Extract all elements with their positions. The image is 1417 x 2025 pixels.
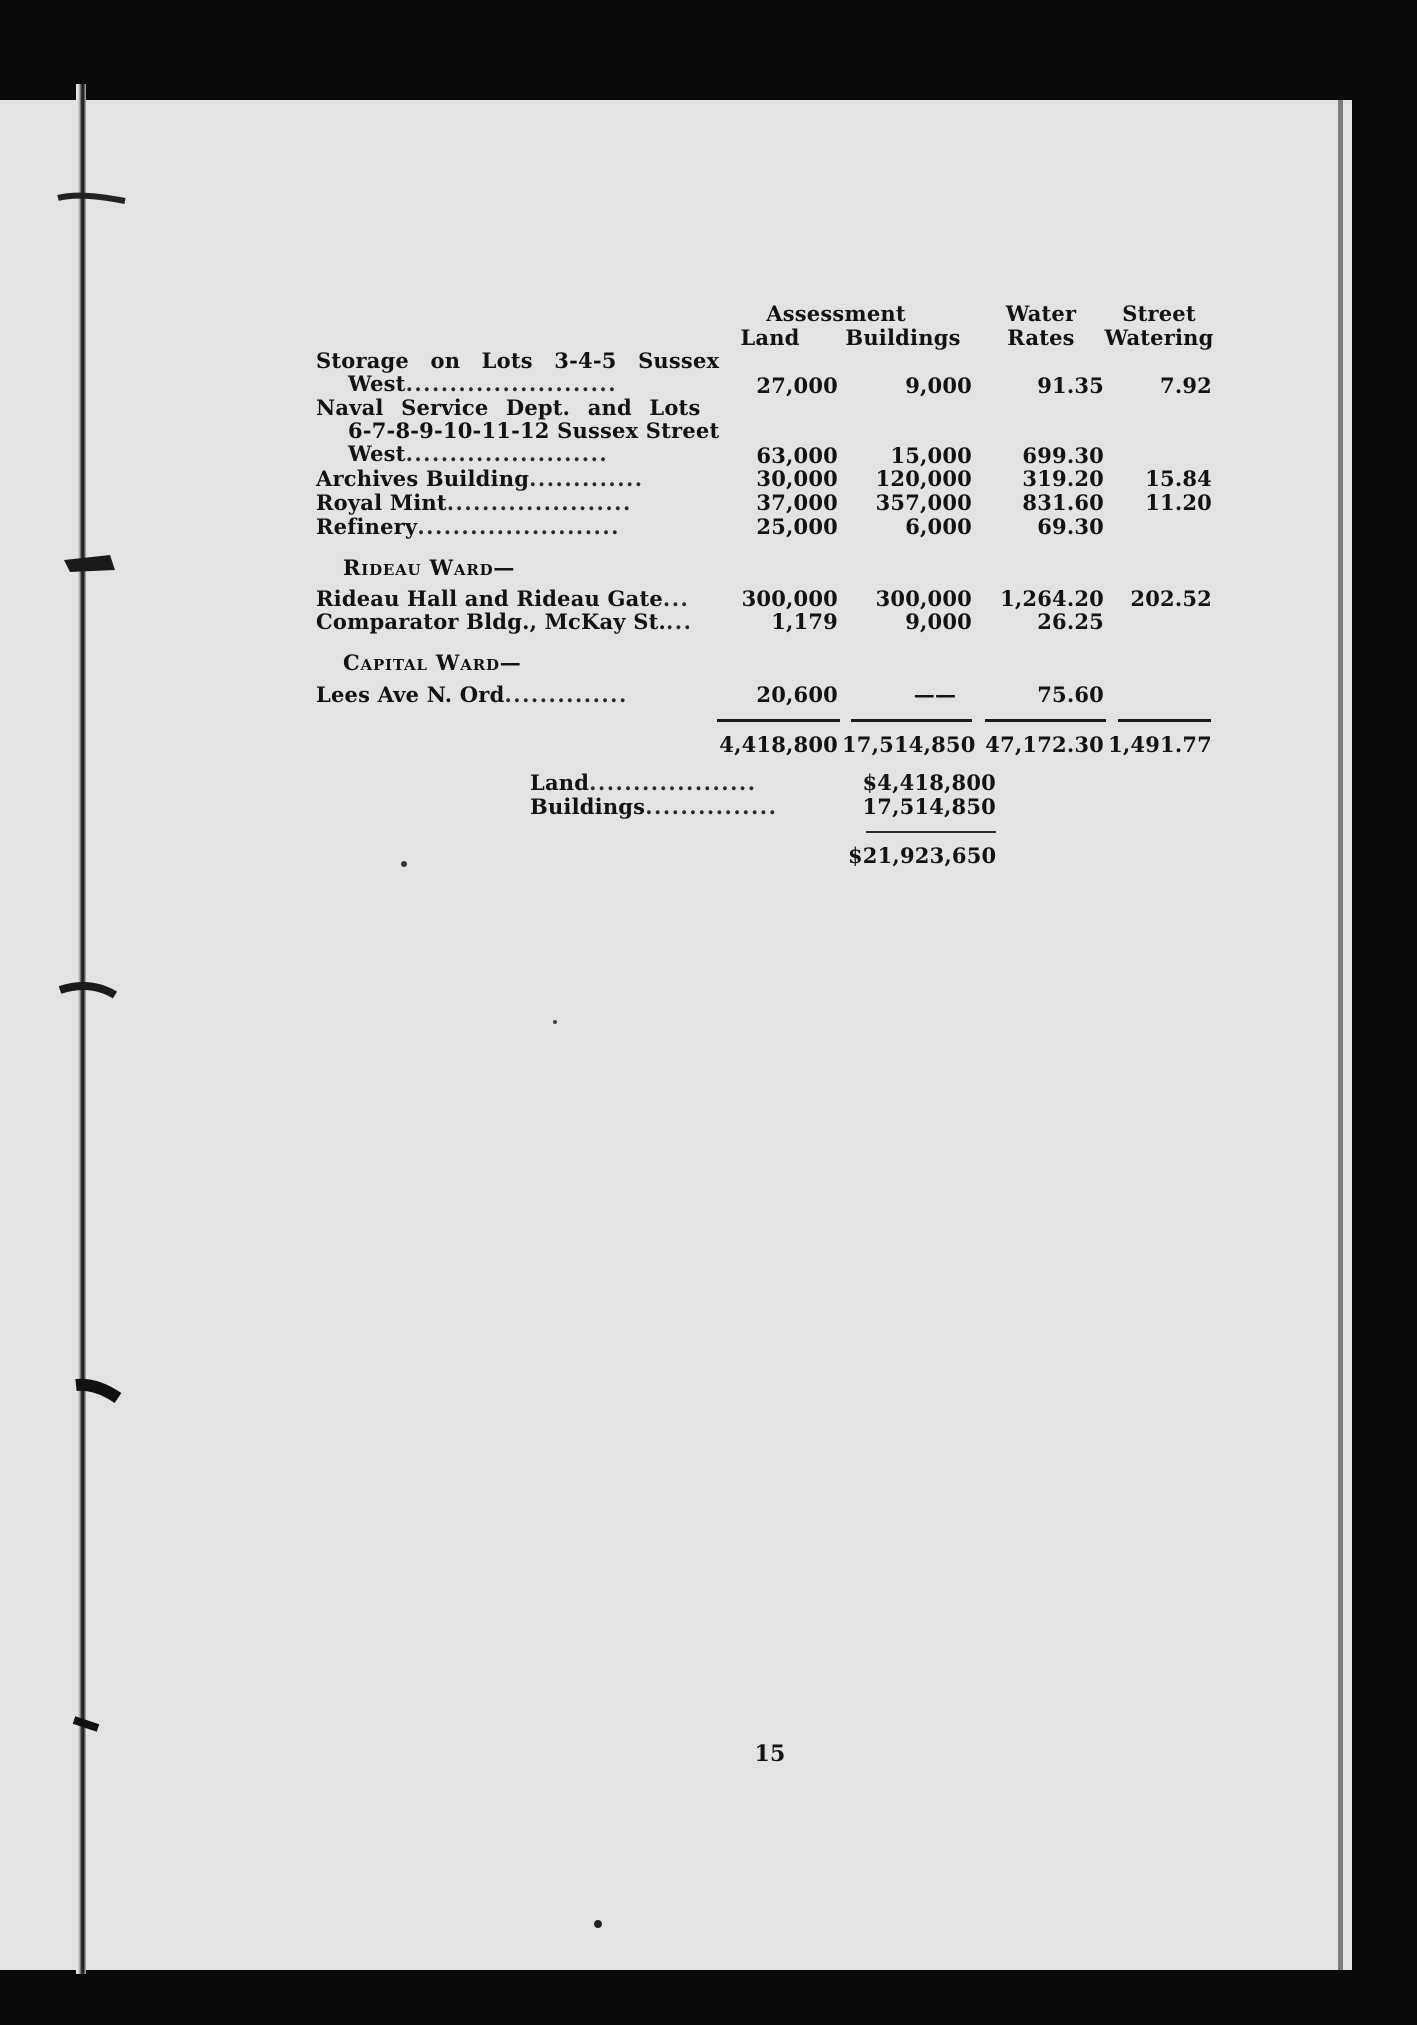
street-watering-value: 202.52	[1130, 586, 1212, 611]
row-label-continued: 6-7-8-9-10-11-12 Sussex Street	[348, 418, 720, 443]
row-label: Lees Ave N. Ord..............	[316, 682, 628, 707]
water-rates-value: 319.20	[1022, 466, 1104, 491]
street-watering-value: 7.92	[1160, 373, 1212, 398]
total-street-watering: 1,491.77	[1108, 732, 1212, 757]
water-rates-value: 75.60	[1037, 682, 1104, 707]
row-label: Royal Mint.....................	[316, 490, 632, 515]
summary-total-rule	[866, 831, 996, 833]
street-watering-value: 11.20	[1145, 490, 1212, 515]
buildings-value: 6,000	[905, 514, 972, 539]
land-value: 300,000	[741, 586, 838, 611]
page-number: 15	[754, 1741, 786, 1767]
row-label: Naval Service Dept. and Lots	[316, 395, 701, 420]
land-value: 1,179	[771, 609, 838, 634]
land-value: 30,000	[756, 466, 838, 491]
total-rule-land	[717, 719, 840, 722]
row-label-continued: West........................	[348, 371, 618, 396]
land-value: 27,000	[756, 373, 838, 398]
water-rates-value: 26.25	[1037, 609, 1104, 634]
header-street-watering-line1: Street	[1122, 301, 1196, 326]
street-watering-value: 15.84	[1145, 466, 1212, 491]
buildings-value: 300,000	[875, 586, 972, 611]
land-value: 20,600	[756, 682, 838, 707]
total-rule-buildings	[851, 719, 972, 722]
header-buildings: Buildings	[845, 325, 961, 350]
summary-land-label: Land...................	[530, 770, 757, 795]
water-rates-value: 831.60	[1022, 490, 1104, 515]
summary-buildings-value: 17,514,850	[862, 794, 996, 819]
total-rule-water-rates	[985, 719, 1106, 722]
row-label: Archives Building.............	[316, 466, 644, 491]
header-water-rates-line2: Rates	[1007, 325, 1075, 350]
buildings-value: 120,000	[875, 466, 972, 491]
header-street-watering-line2: Watering	[1104, 325, 1214, 350]
buildings-value: ——	[913, 682, 957, 707]
summary-land-value: $4,418,800	[862, 770, 996, 795]
page-edge	[1338, 100, 1343, 1970]
buildings-value: 15,000	[890, 443, 972, 468]
land-value: 25,000	[756, 514, 838, 539]
header-assessment: Assessment	[766, 301, 906, 326]
total-land: 4,418,800	[719, 732, 838, 757]
buildings-value: 9,000	[905, 373, 972, 398]
land-value: 63,000	[756, 443, 838, 468]
row-label: Refinery.......................	[316, 514, 620, 539]
row-label-continued: West.......................	[348, 441, 609, 466]
section-heading-capital-ward: Capital Ward—	[343, 650, 522, 675]
water-rates-value: 91.35	[1037, 373, 1104, 398]
buildings-value: 357,000	[875, 490, 972, 515]
water-rates-value: 1,264.20	[1000, 586, 1104, 611]
row-label: Comparator Bldg., McKay St....	[316, 609, 693, 634]
summary-grand-total: $21,923,650	[848, 843, 997, 868]
buildings-value: 9,000	[905, 609, 972, 634]
total-buildings: 17,514,850	[842, 732, 976, 757]
header-land: Land	[740, 325, 800, 350]
row-label: Rideau Hall and Rideau Gate...	[316, 586, 690, 611]
row-label: Storage on Lots 3-4-5 Sussex	[316, 348, 720, 373]
header-water-rates-line1: Water	[1005, 301, 1077, 326]
summary-buildings-label: Buildings...............	[530, 794, 778, 819]
book-spine	[76, 84, 86, 1974]
total-water-rates: 47,172.30	[985, 732, 1104, 757]
water-rates-value: 699.30	[1022, 443, 1104, 468]
land-value: 37,000	[756, 490, 838, 515]
total-rule-street-watering	[1118, 719, 1211, 722]
section-heading-rideau-ward: Rideau Ward—	[343, 555, 516, 580]
water-rates-value: 69.30	[1037, 514, 1104, 539]
